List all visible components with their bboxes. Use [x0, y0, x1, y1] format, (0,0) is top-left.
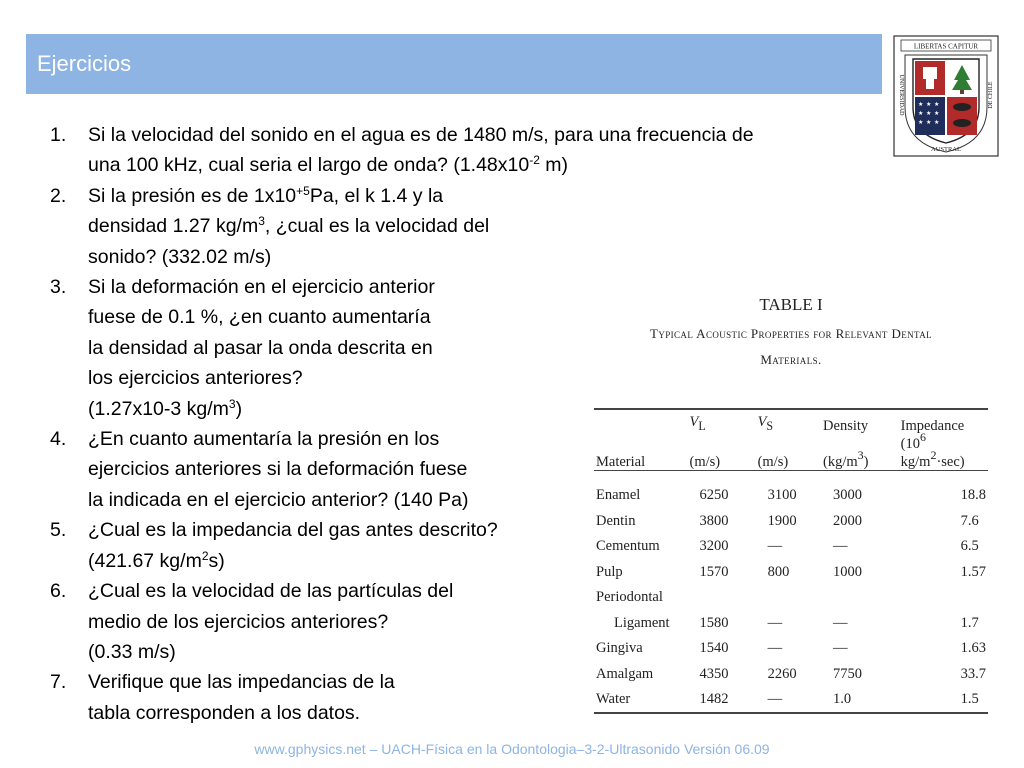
col-unit-vl: (m/s): [689, 453, 721, 470]
table-row: Enamel 6250 3100 3000 18.8: [596, 487, 986, 504]
item-text: ¿En cuanto aumentaría la presión en los: [88, 428, 440, 451]
col-header-vs: $V_S$: [757, 414, 774, 433]
university-crest-logo: [893, 35, 999, 157]
acoustic-properties-table: [594, 413, 988, 712]
acoustic-properties-table-figure: [590, 295, 992, 720]
table-caption: TABLE I: [759, 295, 823, 314]
item-text: la densidad al pasar la onda descrita en: [88, 336, 433, 359]
table-body: [594, 483, 988, 713]
item-text: sonido? (332.02 m/s): [88, 245, 272, 268]
table-row: Dentin 3800 1900 2000 7.6: [596, 512, 979, 529]
svg-text:DE CHILE: DE CHILE: [988, 81, 994, 109]
item-text: (421.67 $kg/m^2s$): [88, 548, 225, 572]
item-number: 5.: [50, 519, 67, 542]
svg-text:★: ★: [934, 101, 940, 108]
table-row: Amalgam 4350 2260 7750 33.7: [596, 665, 986, 682]
item-text: ejercicios anteriores si la deformación fuese: [88, 458, 468, 481]
col-unit-density: $(kg/m^3)$: [823, 447, 869, 470]
table-row: Ligament 1580 — — 1.7: [614, 614, 979, 631]
table-top-rule: [594, 408, 988, 410]
item-text: tabla corresponden a los datos.: [88, 701, 361, 724]
item-text: Si la presión es de $1x10^{+5}Pa$, el k 1.4 y la: [88, 183, 444, 207]
item-number: 3.: [50, 276, 67, 299]
svg-text:★: ★: [926, 119, 932, 126]
item-text: (1.27x10-3 $kg/m^3$): [88, 396, 243, 420]
svg-text:AUSTRAL: AUSTRAL: [931, 146, 961, 153]
table-row: Water 1482 — 1.0 1.5: [596, 691, 979, 708]
page-title: Ejercicios: [37, 51, 132, 76]
col-header-material-label: Material: [596, 453, 646, 470]
col-header-vl: $V_L$: [689, 414, 706, 433]
col-unit-vs: (m/s): [757, 453, 789, 470]
table-header-row: [594, 413, 988, 435]
exercise-item-1: [50, 120, 890, 181]
item-text: la indicada en el ejercicio anterior? (140 Pa): [88, 488, 469, 511]
item-number: 4.: [50, 428, 67, 451]
item-text: Si la velocidad del sonido en el agua es de 1480 m/s, para una frecuencia de: [88, 124, 754, 146]
svg-text:UNIVERSIDAD: UNIVERSIDAD: [898, 74, 904, 116]
footer-link[interactable]: www.gphysics.net – UACH-Física en la Odontologia–3-2-Ultrasonido Versión 06.09: [254, 741, 770, 757]
item-text: densidad 1.27 $kg/m^3$, ¿cual es la velocidad del: [88, 214, 490, 238]
header-bar: [26, 34, 882, 94]
col-unit-impedance: ($10^6$ $kg/m^2\cdot\sec$): [900, 429, 965, 470]
logo-motto: LIBERTAS CAPITUR: [913, 42, 979, 51]
col-header-impedance: Impedance: [900, 417, 965, 434]
table-row: Periodontal: [596, 589, 663, 606]
item-number: 2.: [50, 184, 67, 207]
svg-text:★: ★: [934, 110, 940, 117]
table-header-units-row: [594, 435, 988, 471]
table-row: Gingiva 1540 — — 1.63: [596, 640, 986, 657]
exercise-item-2: [50, 181, 890, 272]
svg-text:★: ★: [918, 110, 924, 117]
svg-text:★: ★: [926, 110, 932, 117]
item-number: 1.: [50, 124, 67, 146]
table-row: Cementum 3200 — — 6.5: [596, 538, 979, 555]
table-subtitle: Typical Acoustic Properties for Relevant Dental Materials.: [649, 326, 933, 367]
item-text: (0.33 m/s): [88, 640, 176, 663]
item-number: 7.: [50, 671, 67, 694]
item-number: 6.: [50, 580, 67, 603]
table-row: Pulp 1570 800 1000 1.57: [596, 563, 986, 580]
svg-text:★: ★: [918, 119, 924, 126]
col-header-material: [594, 413, 688, 435]
item-text: ¿Cual es la velocidad de las partículas del: [88, 580, 454, 603]
item-text: los ejercicios anteriores?: [88, 367, 303, 390]
col-header-density: Density: [823, 417, 869, 434]
svg-text:★: ★: [918, 101, 924, 108]
item-text: medio de los ejercicios anteriores?: [88, 610, 389, 633]
item-text: Verifique que las impedancias de la: [88, 671, 395, 694]
item-text: ¿Cual es la impedancia del gas antes descrito?: [88, 519, 498, 542]
item-text: Si la deformación en el ejercicio anterior: [88, 276, 435, 299]
svg-text:★: ★: [934, 119, 940, 126]
item-text: una 100 kHz, cual seria el largo de onda? ($1.48x10^{-2}$ m): [88, 153, 569, 177]
svg-text:★: ★: [926, 101, 932, 108]
item-text: fuese de 0.1 %, ¿en cuanto aumentaría: [88, 306, 431, 329]
